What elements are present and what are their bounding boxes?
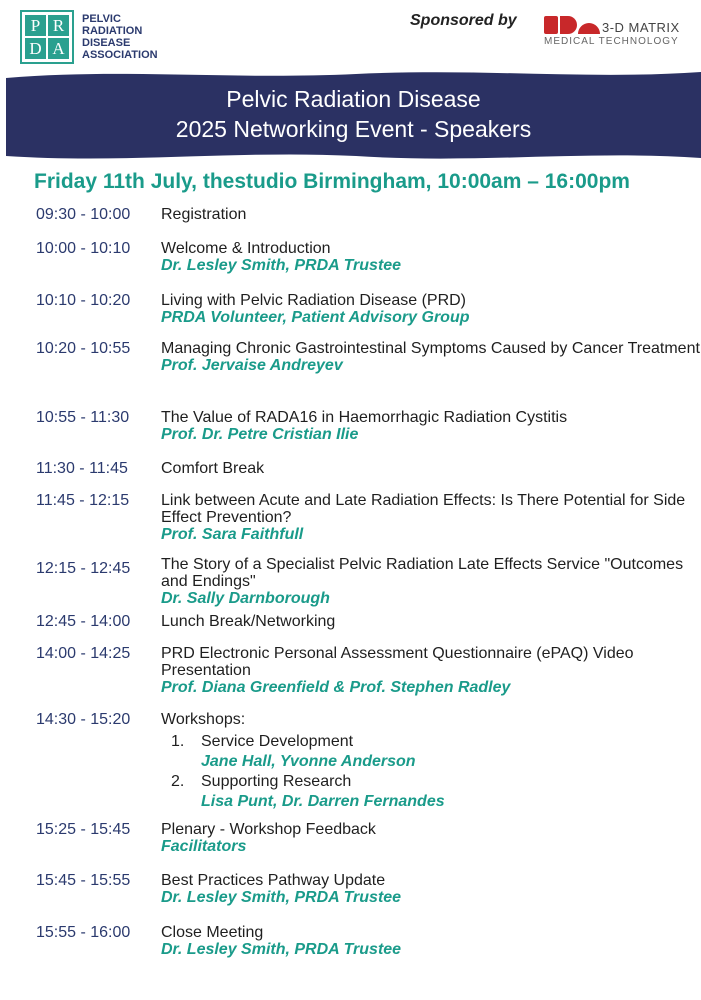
prda-logo xyxy=(20,10,190,68)
session-title: Plenary - Workshop Feedback xyxy=(161,821,376,838)
session-speaker: Dr. Lesley Smith, PRDA Trustee xyxy=(161,941,402,958)
session-time: 15:25 - 15:45 xyxy=(36,821,131,838)
sponsored-by-label: Sponsored by xyxy=(410,12,517,29)
session-time: 11:30 - 11:45 xyxy=(36,460,128,477)
logo-letter: P xyxy=(25,15,46,36)
session-title: Registration xyxy=(161,206,247,223)
session-speaker: Prof. Sara Faithfull xyxy=(161,526,304,543)
session-title: Link between Acute and Late Radiation Effects: Is There Potential for Side Effect Prevention? xyxy=(161,492,686,526)
org-name-line: DISEASE xyxy=(82,37,131,49)
session-time: 15:55 - 16:00 xyxy=(36,924,131,941)
org-name-line: PELVIC xyxy=(82,13,121,25)
session-time: 11:45 - 12:15 xyxy=(36,492,130,509)
session-time: 09:30 - 10:00 xyxy=(36,206,131,223)
session-speaker: Facilitators xyxy=(161,838,247,855)
banner-title xyxy=(6,84,701,144)
logo-letter: R xyxy=(48,15,69,36)
session-time: 10:55 - 11:30 xyxy=(36,409,130,426)
org-name-line: RADIATION xyxy=(82,25,143,37)
session-speaker: Prof. Diana Greenfield & Prof. Stephen Radley xyxy=(161,679,511,696)
session-title: Best Practices Pathway Update xyxy=(161,872,386,889)
session-time: 14:30 - 15:20 xyxy=(36,711,131,728)
session-speaker: Dr. Lesley Smith, PRDA Trustee xyxy=(161,889,402,906)
session-time: 12:45 - 14:00 xyxy=(36,613,131,630)
session-speaker: Prof. Jervaise Andreyev xyxy=(161,357,343,374)
banner-title-line: Pelvic Radiation Disease xyxy=(226,86,481,112)
workshop-item xyxy=(161,772,701,812)
session-time: 15:45 - 15:55 xyxy=(36,872,131,889)
workshop-speakers: Lisa Punt, Dr. Darren Fernandes xyxy=(201,793,445,810)
session-time: 12:15 - 12:45 xyxy=(36,560,131,577)
logo-letter: D xyxy=(25,38,46,59)
org-name xyxy=(82,13,158,61)
workshop-number: 2. xyxy=(171,773,185,790)
session-title: Workshops: xyxy=(161,711,246,728)
prda-logo-mark xyxy=(20,10,74,64)
session-title: Close Meeting xyxy=(161,924,264,941)
logo-letter: A xyxy=(48,38,69,59)
session-title: PRD Electronic Personal Assessment Questionnaire (ePAQ) Video Presentation xyxy=(161,645,634,679)
session-speaker: Dr. Sally Darnborough xyxy=(161,590,330,607)
workshop-number: 1. xyxy=(171,733,185,750)
session-title: Comfort Break xyxy=(161,460,265,477)
org-name-line: ASSOCIATION xyxy=(82,49,158,61)
sponsor-logo xyxy=(544,14,700,50)
event-details: Friday 11th July, thestudio Birmingham, 10:00am – 16:00pm xyxy=(34,170,630,193)
session-time: 10:20 - 10:55 xyxy=(36,340,131,357)
banner-title-line: 2025 Networking Event - Speakers xyxy=(175,116,532,142)
session-title: The Story of a Specialist Pelvic Radiation Late Effects Service "Outcomes and Endings" xyxy=(161,556,684,590)
workshop-speakers: Jane Hall, Yvonne Anderson xyxy=(201,753,416,770)
session-title: Living with Pelvic Radiation Disease (PRD) xyxy=(161,292,467,309)
session-speaker: PRDA Volunteer, Patient Advisory Group xyxy=(161,309,470,326)
session-time: 14:00 - 14:25 xyxy=(36,645,131,662)
session-time: 10:10 - 10:20 xyxy=(36,292,131,309)
workshop-title: Service Development xyxy=(201,733,354,750)
session-title: The Value of RADA16 in Haemorrhagic Radiation Cystitis xyxy=(161,409,568,426)
sponsor-mark-icon xyxy=(544,14,600,36)
session-time: 10:00 - 10:10 xyxy=(36,240,131,257)
session-title: Lunch Break/Networking xyxy=(161,613,336,630)
session-speaker: Dr. Lesley Smith, PRDA Trustee xyxy=(161,257,402,274)
session-speaker: Prof. Dr. Petre Cristian Ilie xyxy=(161,426,359,443)
workshop-item xyxy=(161,732,701,772)
session-title: Welcome & Introduction xyxy=(161,240,331,257)
workshop-title: Supporting Research xyxy=(201,773,352,790)
sponsor-subtitle: MEDICAL TECHNOLOGY xyxy=(544,36,679,47)
sponsor-name: 3-D MATRIX xyxy=(602,20,680,35)
session-title: Managing Chronic Gastrointestinal Symptoms Caused by Cancer Treatment xyxy=(161,340,700,357)
